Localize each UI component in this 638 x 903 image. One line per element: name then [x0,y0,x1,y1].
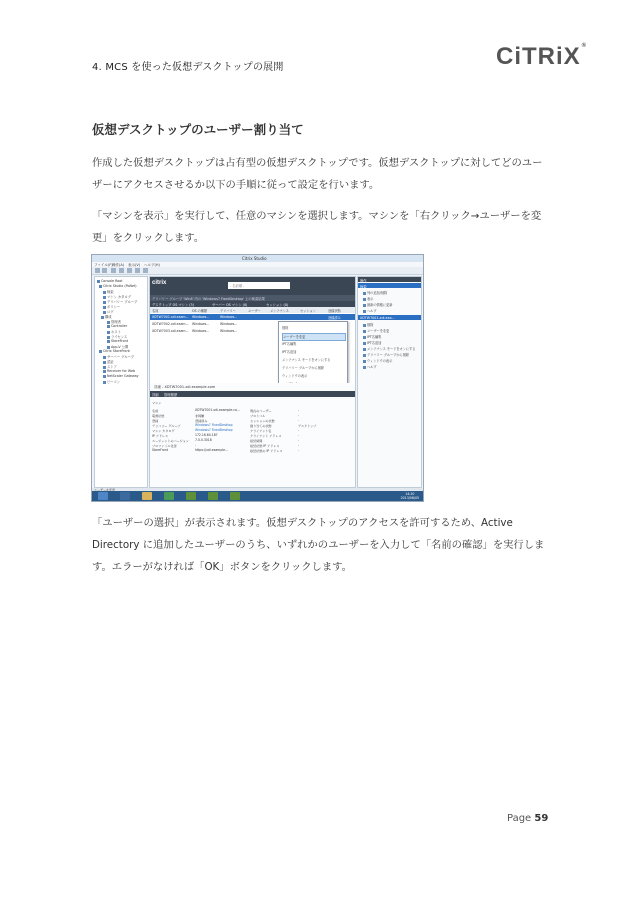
context-menu-item[interactable]: 削除 [282,326,289,330]
storefront-icon [107,340,110,343]
detail-value: https://xdi.example... [195,448,228,452]
citrix-brand: citrix [152,280,167,286]
server-manager-icon[interactable] [98,492,108,500]
detail-value: - [298,418,300,422]
tree-item[interactable]: 構成 [101,314,112,319]
detail-value[interactable]: Windows7 FixedDesktop [195,428,233,432]
add-icon [363,342,366,345]
tree-item[interactable]: Receiver for Web [103,369,135,373]
column-header[interactable]: OS の種類 [192,309,208,313]
detail-key: プロファイル化者 [152,444,177,448]
tab-server-machines[interactable]: サーバー OS マシン (0) [212,303,248,307]
action-item[interactable]: 列の追加/削除 [363,290,387,295]
studio-icon [99,285,102,288]
tree-item[interactable]: App-V 公開 [107,344,128,349]
ie-icon[interactable] [164,492,174,500]
detail-pane [150,383,355,487]
logo-registered-mark: ® [581,43,588,49]
detail-key: IP アドレス [152,434,169,438]
detail-value: - [298,413,300,417]
refresh-icon [363,304,366,307]
instruction-paragraph: 「マシンを表示」を実行して、任意のマシンを選択します。マシンを「右クリック→ユーザーを変更」をクリックします。 [92,210,542,244]
action-item[interactable]: IPT名追加 [363,340,381,345]
toolbar [92,267,423,275]
export-icon[interactable] [135,268,140,273]
status-bar: ユーザーを変更 [92,488,423,491]
breadcrumb: デリバリー グループ 'Win8' 内の 'Windows7 FixedDesktop' 上の検索結果 [150,295,355,301]
user-selection-paragraph: 「ユーザーの選択」が表示されます。仮想デスクトップのアクセスを許可するため、Active Directory に追加したユーザーのうち、いずれかのユーザーを入力して「名前の確認」を実行します。エラーがなければ「OK」ボタンをクリックします。 [92,517,545,573]
detail-key: クライアント名 [250,429,272,433]
table-row[interactable]: XDTW7003.xdi.exam... Windows... Windows... [152,329,238,333]
help-icon[interactable] [143,268,148,273]
detail-value: - [298,448,300,452]
menu-view[interactable]: 表示(V) [128,262,141,267]
detail-value[interactable]: Windows7 FixedDesktop [195,423,233,427]
action-item[interactable]: ウィンドウの表示 [363,358,392,363]
maintenance-icon [363,348,366,351]
detail-key: エージェントのバージョン [152,439,189,443]
help-icon [363,366,366,369]
column-header[interactable]: 登録状態 [328,309,341,313]
detail-key: 接続状態 IP アドレス [250,444,280,448]
action-item[interactable]: 削除 [363,322,373,327]
context-menu-item[interactable]: ウィンドウの表示 [282,374,308,378]
page-footer [507,813,548,824]
menu-file[interactable]: ファイル(F) [94,262,113,267]
detail-key: デリバリー グループ [152,424,181,428]
gateway-icon [103,375,106,378]
tree-item[interactable]: ビーコン [103,379,120,384]
explorer-icon[interactable] [142,492,152,500]
view-icon [363,298,366,301]
tree-item[interactable]: デリバリー グループ [103,299,137,304]
detail-key: セッションの状態 [250,419,275,423]
page-number: 59 [534,813,549,824]
detail-tabs [150,391,355,397]
context-menu-item[interactable]: IPT名追加 [282,350,297,354]
column-header[interactable]: デリバリー [220,309,236,313]
detail-value: 登録済み [195,419,208,423]
citrix-storefront-icon[interactable] [230,492,240,500]
table-row[interactable]: XDTW7001.xdi.exam... Windows... Windows... 登録済み [150,314,355,320]
tree-item[interactable]: Console Root [97,279,123,283]
action-item[interactable]: メンテナンス モードをオンにする [363,346,415,351]
menu-action[interactable]: 操作(A) [112,262,125,267]
console-icon[interactable] [119,268,124,273]
tree-item[interactable]: ホスト [107,329,121,334]
controller-icon [107,325,110,328]
folder-icon [97,280,100,283]
tree-item[interactable]: ライセンス [107,334,127,339]
action-item[interactable]: 最新の情報に更新 [363,302,393,307]
user-icon [363,330,366,333]
results-pane [149,276,356,488]
actions-search-header[interactable]: 検索 [358,283,421,288]
context-menu-item[interactable]: メンテナンス モードをオンにする [282,358,331,362]
tree-item[interactable]: NetScaler Gateway [103,374,139,378]
config-icon [101,316,104,319]
detail-key: 現在のユーザー [250,409,272,413]
storefront-icon [99,350,102,353]
context-menu-item[interactable]: IPT名編集 [282,342,297,346]
detail-value: - [195,443,197,447]
tree-item[interactable]: Controller [107,324,127,328]
section-heading: 仮想デスクトップのユーザー割り当て [92,122,304,137]
forward-icon[interactable] [102,268,107,273]
detail-title: 詳細 - XDTW7001.xdi.example.com [154,385,216,389]
page-label: Page [507,813,535,824]
tree-item[interactable]: Citrix StoreFront [99,349,130,353]
change-user-menu-item[interactable]: ユーザーを変更 [282,333,346,341]
tree-item[interactable]: 管理者 [107,319,121,324]
taskbar-clock: 14:20 2013/06/05 [400,492,419,500]
column-header[interactable]: 名前 [152,309,159,313]
refresh-icon[interactable] [127,268,132,273]
tree-item[interactable]: 認証 [103,359,114,364]
actions-header: 操作 [358,277,421,282]
beacon-icon [103,381,106,384]
back-icon[interactable] [95,268,100,273]
detail-key: クライアント アドレス [250,434,282,438]
table-header [150,307,355,313]
up-icon[interactable] [111,268,116,273]
detail-section-label: マシン [152,401,162,405]
action-item[interactable]: ヘルプ [363,364,377,369]
window-titlebar [92,255,423,262]
citrix-director-icon[interactable] [208,492,218,500]
citrix-logo [496,43,587,71]
action-item[interactable]: ユーザーを変更 [363,328,389,333]
menu-help[interactable]: ヘルプ(H) [144,262,160,267]
tree-item[interactable]: サーバー グループ [103,354,134,359]
detail-value: XDTW7001.xdi.example.co... [195,408,240,412]
action-item[interactable]: 表示 [363,296,373,301]
citrix-studio-icon[interactable] [186,492,196,500]
detail-value: 172.16.64.187 [195,433,218,437]
context-menu-item[interactable]: デリバリー グループから削除 [282,366,325,370]
detail-value: デスクトップ [298,424,317,428]
tree-item[interactable]: ストア [103,364,117,369]
detail-value: - [298,433,300,437]
tab-sessions[interactable]: セッション (0) [266,303,289,307]
actions-pane [357,276,422,488]
detail-value: 非稼働 [195,414,205,418]
detail-value: - [298,428,300,432]
brand-band [150,277,355,295]
action-item[interactable]: デリバリー グループから削除 [363,352,409,357]
window-icon [363,360,366,363]
logo-text: CiTRiX [496,43,581,70]
detail-key: 割り当ての状態 [250,424,272,428]
tree-item[interactable]: ポリシー [103,304,120,309]
actions-selected-header[interactable]: XDTW7001.xdi.exa... [358,315,421,320]
detail-key: 接続状態の IP アドレス [250,449,283,453]
detail-value: - [298,408,300,412]
navigation-tree [94,276,148,488]
detail-key: 名前 [152,409,159,413]
detail-key: 電源状態 [152,414,165,418]
edit-icon [363,336,366,339]
remove-icon [363,354,366,357]
search-input[interactable]: - 名前順 - [228,282,290,289]
tree-item[interactable]: マシン カタログ [103,294,131,299]
tree-item[interactable]: ログ [103,309,114,314]
columns-icon [363,292,366,295]
citrix-studio-screenshot [91,254,424,502]
tree-item[interactable]: StoreFront [107,339,128,343]
tab-details[interactable]: 詳細 [152,393,159,397]
taskbar [92,491,423,501]
table-row[interactable]: XDTW7002.xdi.exam... Windows... Windows... [152,322,238,326]
detail-key: マシン カタログ [152,429,175,433]
delete-icon [363,324,366,327]
chapter-header: 4. MCS を使った仮想デスクトップの展開 [92,62,284,73]
tab-history[interactable]: 管理履歴 [164,393,178,397]
detail-value: 7.0.0.3018 [195,438,212,442]
detail-key: プロトコル [250,414,266,418]
detail-value: - [298,443,300,447]
detail-key: StoreFront [152,448,169,452]
window-title: Citrix Studio [242,256,267,261]
tree-item[interactable]: 検索 [103,289,114,294]
action-item[interactable]: IPT名編集 [363,334,381,339]
detail-key: 接続時間 [250,439,263,443]
tab-desktop-machines[interactable]: デスクトップ OS マシン (3) [152,303,194,307]
action-item[interactable]: ヘルプ [363,308,377,313]
detail-key: 登録 [152,419,159,423]
column-header[interactable]: ユーザー [248,309,261,313]
tree-item[interactable]: Citrix Studio (PoNet) [99,284,137,288]
help-icon [363,310,366,313]
receiver-icon [103,370,106,373]
column-header[interactable]: セッション [300,309,316,313]
powershell-icon[interactable] [120,492,130,500]
intro-paragraph: 作成した仮想デスクトップは占有型の仮想デスクトップです。仮想デスクトップに対してどのユーザーにアクセスさせるか以下の手順に従って設定を行います。 [92,157,543,191]
detail-value: - [298,438,300,442]
column-header[interactable]: メンテナンス [270,309,289,313]
